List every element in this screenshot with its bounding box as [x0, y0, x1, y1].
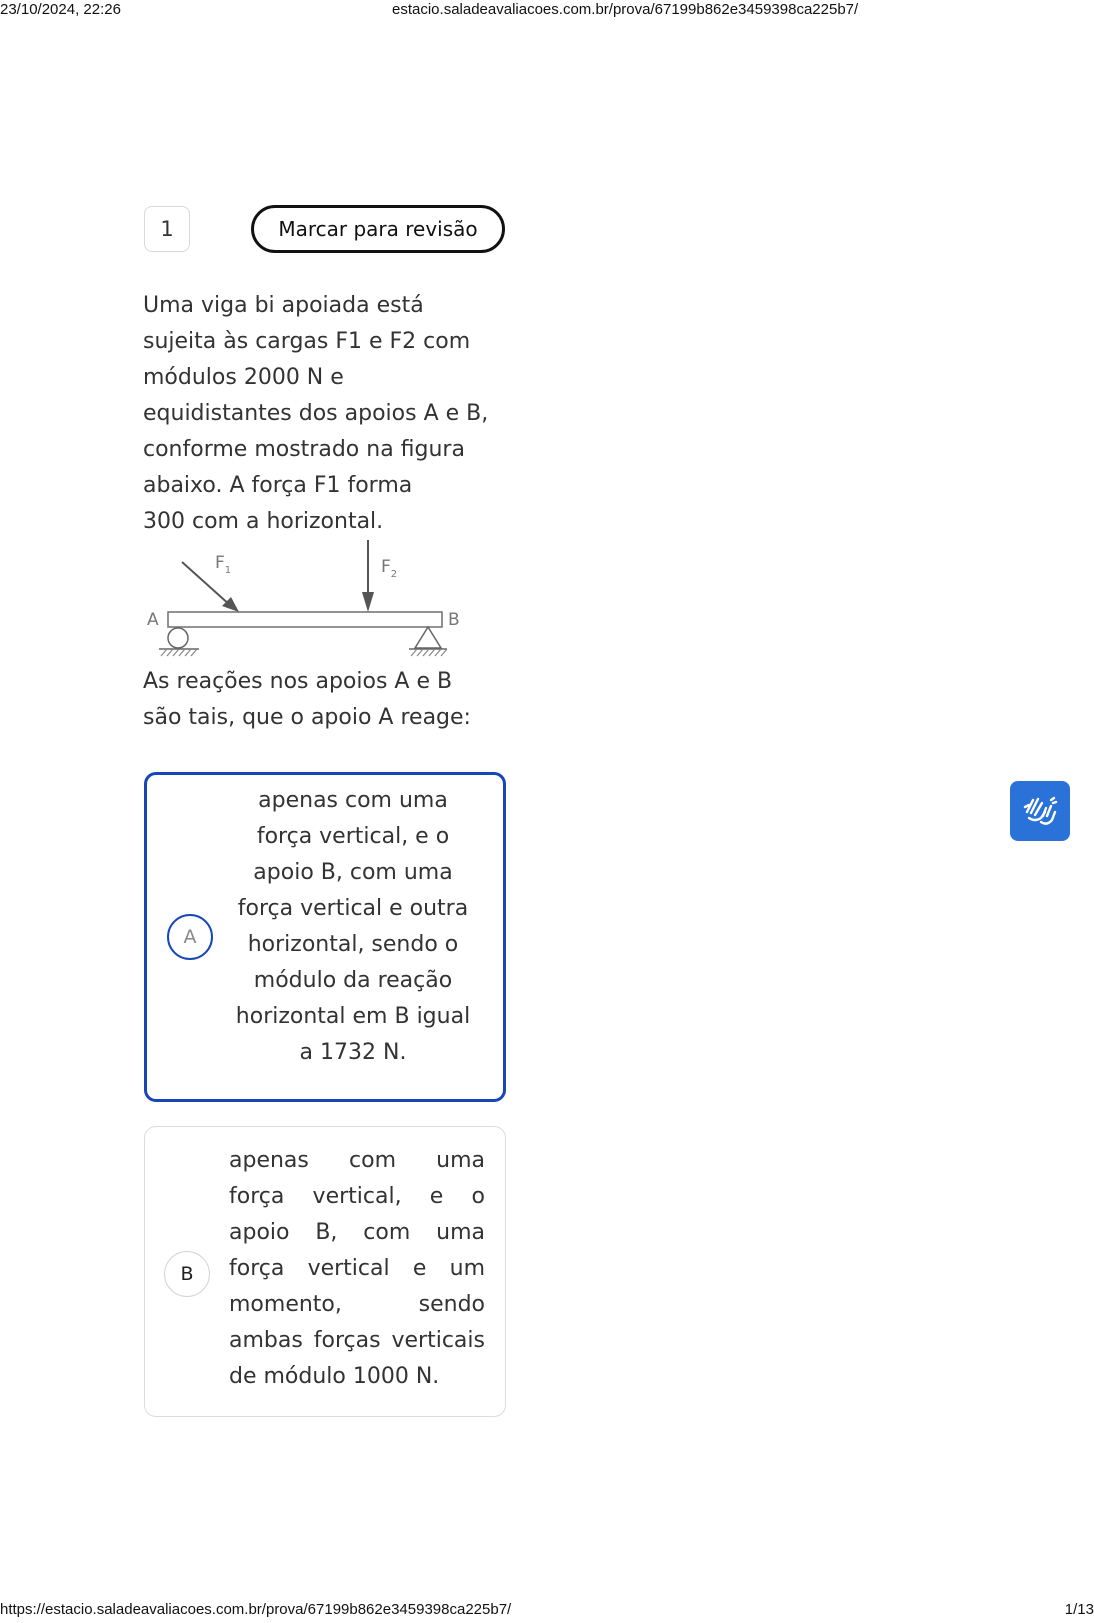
- option-line: horizontal em B igual: [235, 1004, 471, 1029]
- option-line: força vertical e outra: [237, 896, 469, 921]
- beam-diagram: [143, 538, 473, 662]
- stem-line: sujeita às cargas F1 e F2 com: [143, 329, 471, 354]
- stem-line: conforme mostrado na figura: [143, 437, 465, 462]
- f1-label: $F_1$: [215, 553, 232, 576]
- support-b-label: B: [448, 610, 460, 630]
- option-line: momento, sendo: [229, 1292, 485, 1317]
- option-line: força vertical, e o: [256, 824, 450, 849]
- option-line: apenas com uma: [258, 788, 448, 813]
- option-b[interactable]: [144, 1126, 506, 1417]
- option-b-text: [229, 1143, 485, 1395]
- option-line: força vertical e um: [229, 1256, 485, 1281]
- option-letter-a: A: [167, 914, 213, 960]
- question-prompt: [143, 664, 508, 736]
- accessibility-button[interactable]: [1010, 781, 1070, 841]
- option-line: apoio B, com uma: [229, 1220, 485, 1245]
- stem-line: 300 com a horizontal.: [143, 509, 384, 534]
- option-a-text: [233, 783, 473, 1071]
- option-line: apenas com uma: [229, 1148, 485, 1173]
- f2-label: $F_2$: [381, 557, 398, 580]
- pin-support-b: [415, 627, 441, 648]
- print-datetime: 23/10/2024, 22:26: [0, 1, 121, 18]
- stem-line: abaixo. A força F1 forma: [143, 473, 413, 498]
- print-header: [0, 0, 1094, 20]
- beam: [168, 612, 442, 627]
- stem-line: módulos 2000 N e: [143, 365, 344, 390]
- option-line: apoio B, com uma: [253, 860, 453, 885]
- mark-for-review-button[interactable]: Marcar para revisão: [251, 205, 505, 253]
- print-footer: [0, 1600, 1094, 1620]
- sign-language-hands-icon: [1021, 792, 1059, 830]
- option-line: força vertical, e o: [229, 1184, 485, 1209]
- prompt-line: são tais, que o apoio A reage:: [143, 705, 471, 730]
- stem-line: Uma viga bi apoiada está: [143, 293, 424, 318]
- option-line: a 1732 N.: [299, 1040, 407, 1065]
- question-stem: [143, 288, 508, 540]
- stem-line: equidistantes dos apoios A e B,: [143, 401, 489, 426]
- option-line: ambas forças verticais: [229, 1328, 485, 1353]
- option-letter-b: B: [164, 1251, 210, 1297]
- roller-support-a: [168, 628, 188, 648]
- print-page-number: 1/13: [1064, 1601, 1094, 1618]
- option-line: de módulo 1000 N.: [229, 1364, 440, 1389]
- prompt-line: As reações nos apoios A e B: [143, 669, 453, 694]
- option-line: horizontal, sendo o: [247, 932, 459, 957]
- option-line: módulo da reação: [253, 968, 453, 993]
- question-number[interactable]: 1: [144, 206, 190, 252]
- option-a[interactable]: [144, 772, 506, 1102]
- support-a-label: A: [147, 610, 159, 630]
- print-url: https://estacio.saladeavaliacoes.com.br/prova/67199b862e3459398ca225b7/: [0, 1601, 512, 1618]
- print-page-title: estacio.saladeavaliacoes.com.br/prova/67199b862e3459398ca225b7/: [392, 1, 859, 18]
